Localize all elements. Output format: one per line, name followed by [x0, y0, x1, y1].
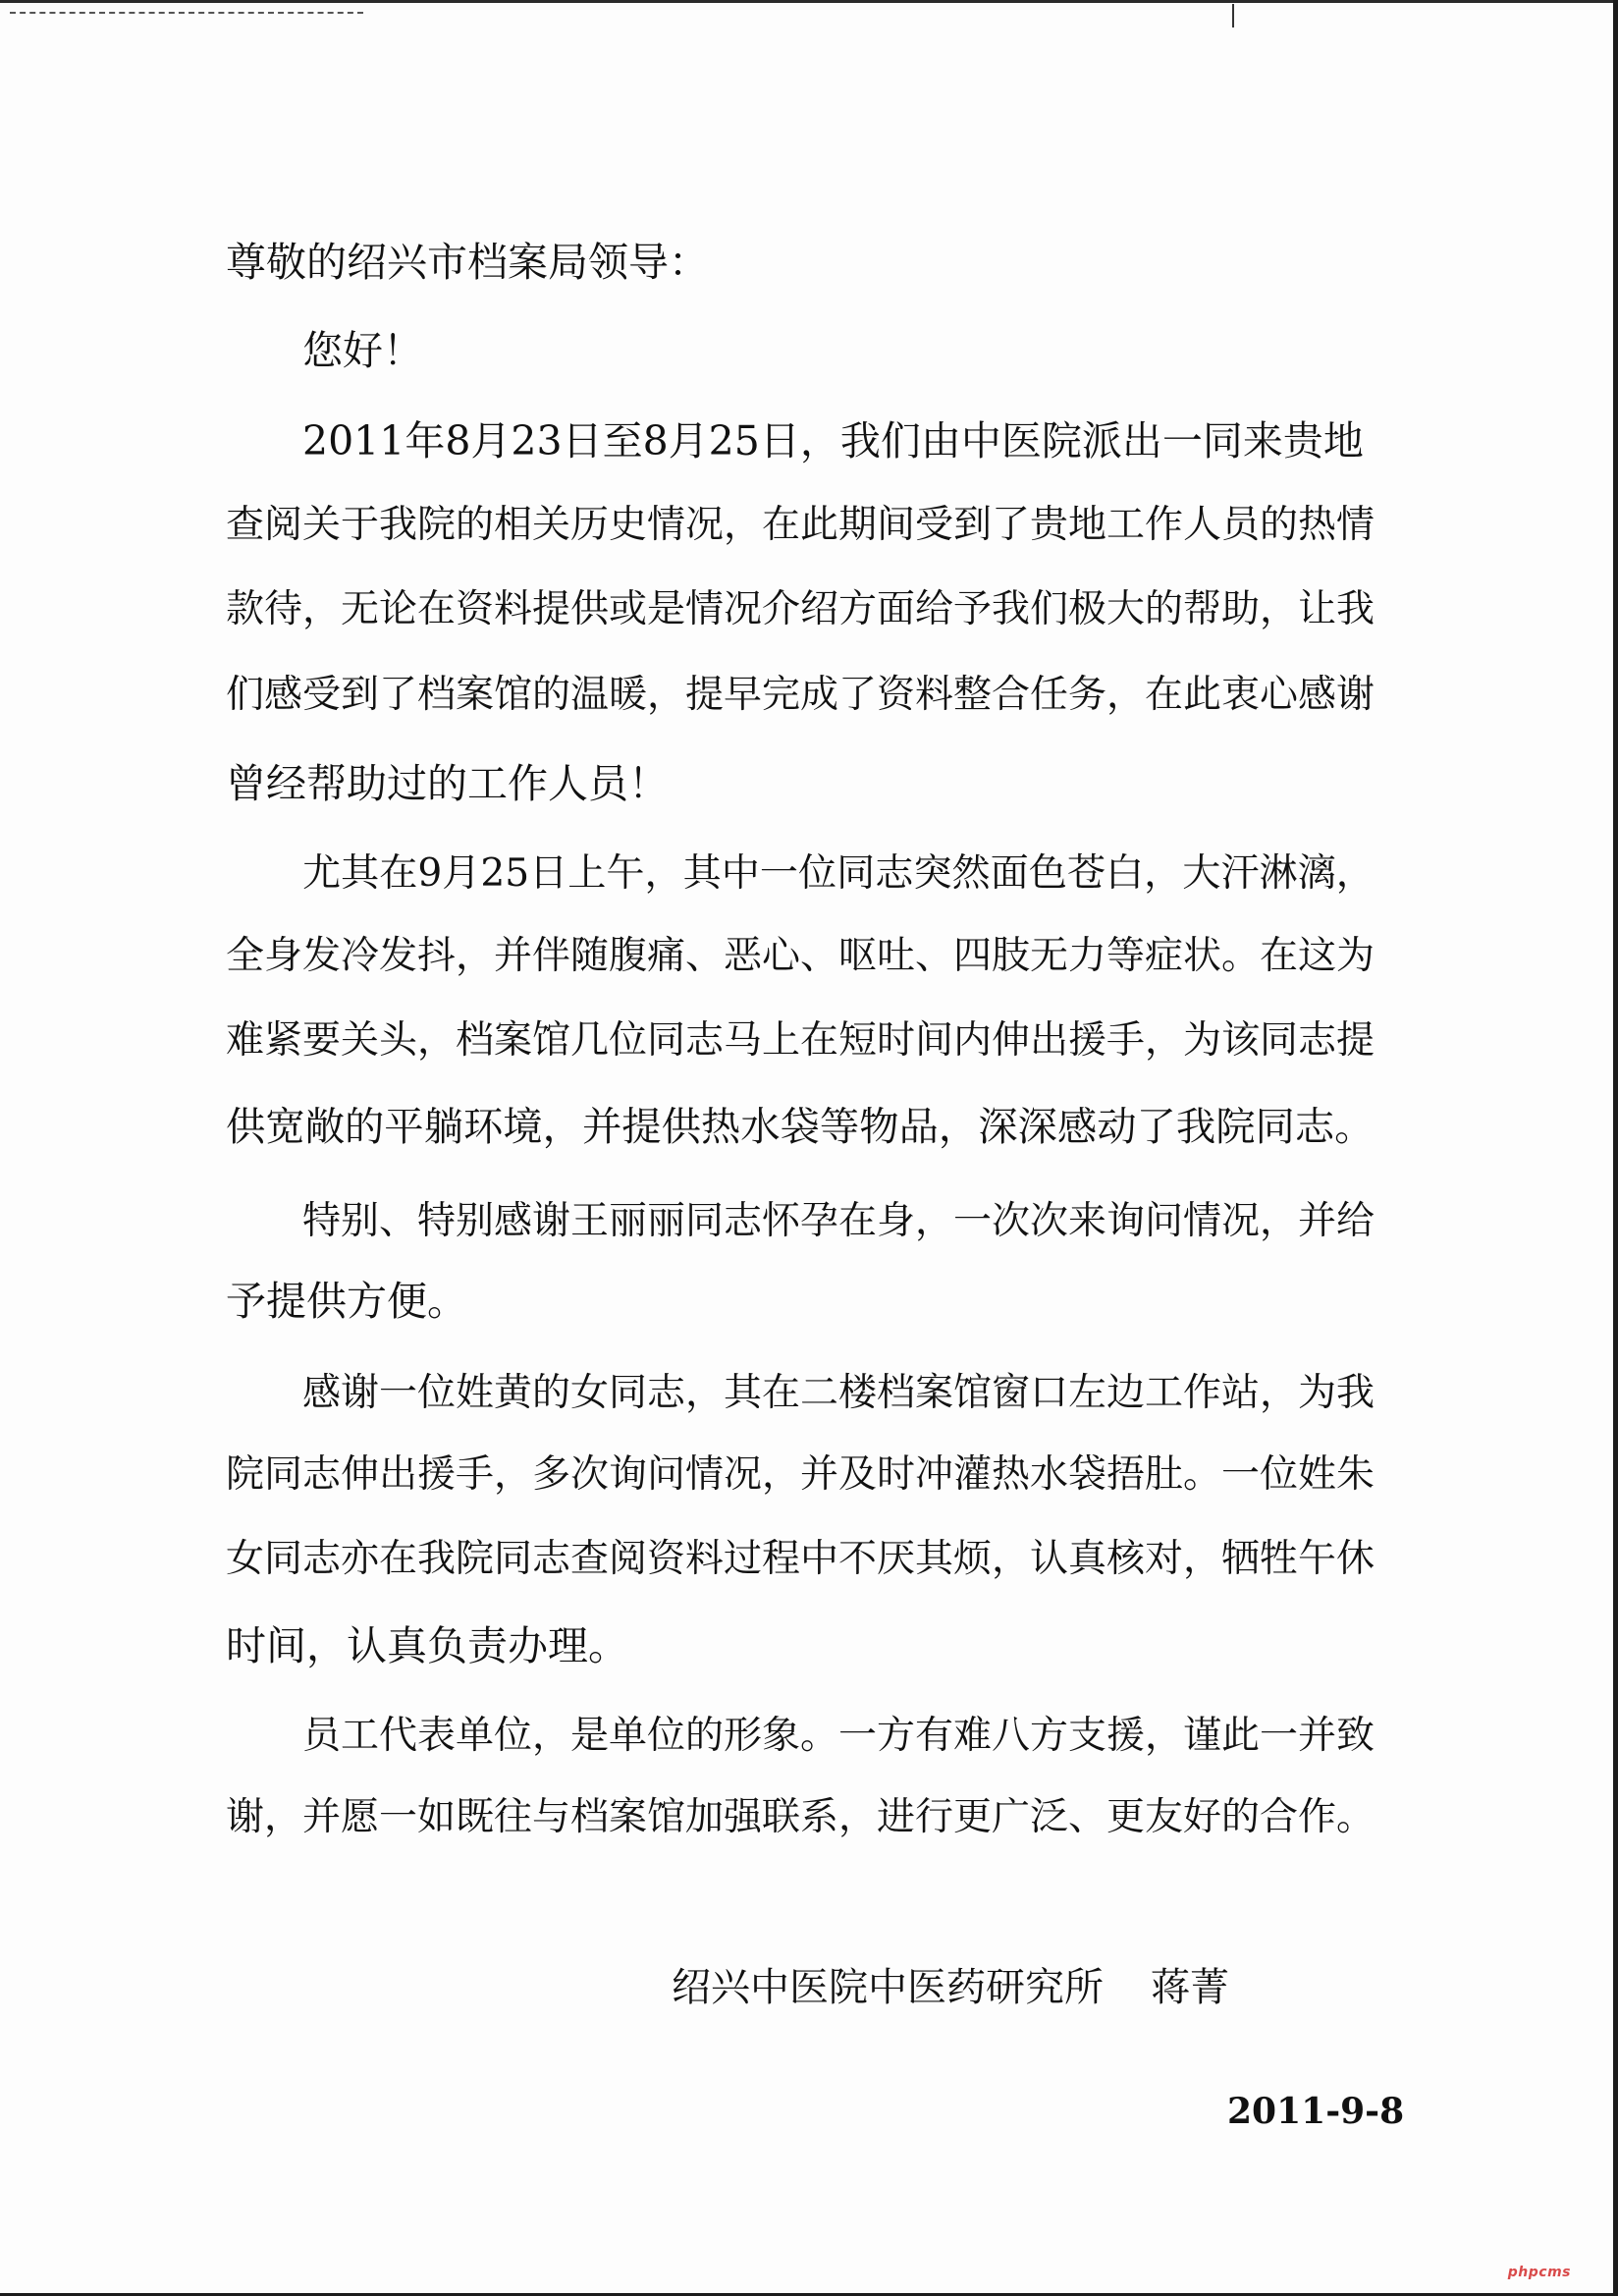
scan-tick-mark — [1232, 4, 1234, 27]
paragraph-3-line-1: 特别、特别感谢王丽丽同志怀孕在身，一次次来询问情况，并给 — [302, 1199, 1375, 1243]
paragraph-2-line-2: 全身发冷发抖，并伴随腹痛、恶心、呕吐、四肢无力等症状。在这为 — [226, 934, 1375, 978]
signature-date: 2011-9-8 — [1227, 2091, 1405, 2132]
letter-salutation: 您好！ — [302, 327, 423, 374]
signature-organization: 绍兴中医院中医药研究所 — [672, 1965, 1104, 2010]
paragraph-1-line-4: 们感受到了档案馆的温暖，提早完成了资料整合任务，在此衷心感谢 — [226, 673, 1375, 717]
paragraph-1-line-5: 曾经帮助过的工作人员！ — [226, 760, 669, 807]
paragraph-3-line-2: 予提供方便。 — [226, 1278, 467, 1325]
paragraph-2-line-4: 供宽敞的平躺环境，并提供热水袋等物品，深深感动了我院同志。 — [226, 1104, 1375, 1150]
paragraph-2-line-1: 尤其在9月25日上午，其中一位同志突然面色苍白，大汗淋漓， — [302, 851, 1375, 896]
paragraph-4-line-4: 时间，认真负责办理。 — [226, 1622, 628, 1669]
paragraph-4-line-2: 院同志伸出援手，多次询问情况，并及时冲灌热水袋捂肚。一位姓朱 — [226, 1452, 1375, 1497]
signature-name: 蒋菁 — [1151, 1965, 1229, 2010]
scan-edge-right — [1613, 0, 1618, 2296]
paragraph-5-line-1: 员工代表单位，是单位的形象。一方有难八方支援，谨此一并致 — [302, 1714, 1375, 1758]
paragraph-1-line-2: 查阅关于我院的相关历史情况，在此期间受到了贵地工作人员的热情 — [226, 503, 1375, 547]
letter-greeting: 尊敬的绍兴市档案局领导： — [226, 239, 709, 286]
paragraph-5-line-2: 谢，并愿一如既往与档案馆加强联系，进行更广泛、更友好的合作。 — [226, 1795, 1375, 1839]
paragraph-4-line-3: 女同志亦在我院同志查阅资料过程中不厌其烦，认真核对，牺牲午休 — [226, 1537, 1375, 1581]
paragraph-2-line-3: 难紧要关头，档案馆几位同志马上在短时间内伸出援手，为该同志提 — [226, 1018, 1375, 1063]
watermark: phpcms — [1507, 2265, 1571, 2280]
paragraph-4-line-1: 感谢一位姓黄的女同志，其在二楼档案馆窗口左边工作站，为我 — [302, 1371, 1375, 1415]
scan-edge-top — [0, 0, 1618, 3]
paragraph-1-line-3: 款待，无论在资料提供或是情况介绍方面给予我们极大的帮助，让我 — [226, 587, 1375, 631]
paragraph-1-line-1: 2011年8月23日至8月25日，我们由中医院派出一同来贵地 — [302, 417, 1364, 465]
scan-dash-mark — [10, 12, 363, 14]
